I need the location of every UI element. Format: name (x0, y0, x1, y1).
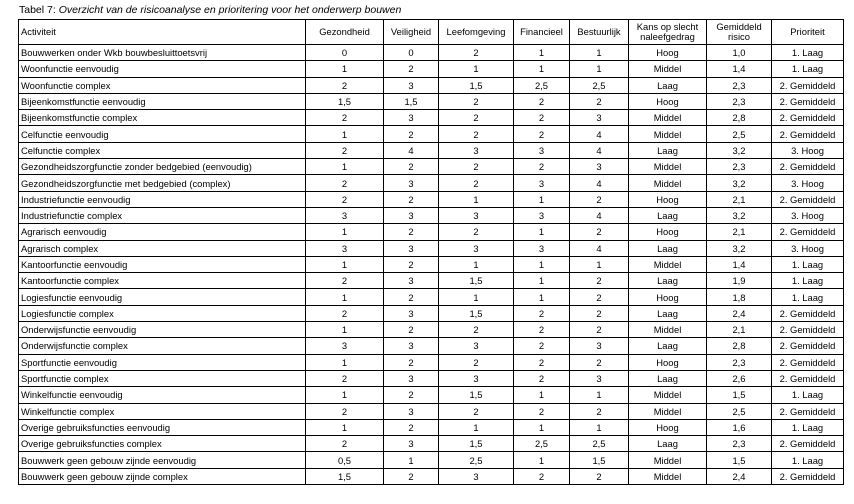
column-header: Activiteit (19, 20, 306, 45)
table-cell: 3 (384, 305, 439, 321)
activity-cell: Winkelfunctie eenvoudig (19, 387, 306, 403)
table-cell: 2,1 (707, 191, 772, 207)
table-cell: 1 (570, 387, 629, 403)
activity-cell: Logiesfunctie eenvoudig (19, 289, 306, 305)
table-cell: 1 (439, 61, 514, 77)
table-cell: 3 (439, 207, 514, 223)
table-cell: 1,5 (707, 452, 772, 468)
table-cell: 2 (570, 322, 629, 338)
table-cell: 2 (570, 289, 629, 305)
table-cell: 1. Laag (772, 387, 844, 403)
activity-cell: Sportfunctie eenvoudig (19, 354, 306, 370)
table-cell: 2 (306, 110, 384, 126)
risk-table (18, 19, 844, 485)
table-cell: 4 (570, 175, 629, 191)
table-row (19, 93, 844, 109)
table-cell: 2 (306, 77, 384, 93)
table-cell: 3 (570, 370, 629, 386)
table-cell: 1 (306, 224, 384, 240)
table-cell: Hoog (629, 93, 707, 109)
table-cell: 2,3 (707, 436, 772, 452)
activity-cell: Onderwijsfunctie eenvoudig (19, 322, 306, 338)
table-cell: 2 (514, 93, 570, 109)
table-cell: 1,5 (306, 93, 384, 109)
table-cell: 2 (439, 224, 514, 240)
table-cell: 1 (306, 126, 384, 142)
table-cell: 3 (570, 110, 629, 126)
table-cell: 1 (514, 191, 570, 207)
table-cell: 1. Laag (772, 256, 844, 272)
table-cell: 3 (384, 110, 439, 126)
table-cell: 2 (514, 110, 570, 126)
table-row (19, 338, 844, 354)
table-cell: 3 (439, 468, 514, 484)
table-cell: 1 (514, 45, 570, 61)
table-cell: 1,5 (707, 387, 772, 403)
table-cell: 2 (570, 273, 629, 289)
activity-cell: Gezondheidszorgfunctie zonder bedgebied (eenvoudig) (19, 159, 306, 175)
table-cell: 2. Gemiddeld (772, 191, 844, 207)
table-body (19, 45, 844, 485)
table-cell: 1. Laag (772, 273, 844, 289)
table-cell: 1 (439, 419, 514, 435)
table-row (19, 256, 844, 272)
table-cell: 1,5 (439, 77, 514, 93)
table-cell: 2,3 (707, 77, 772, 93)
table-cell: 2 (306, 175, 384, 191)
activity-cell: Logiesfunctie complex (19, 305, 306, 321)
table-row (19, 142, 844, 158)
table-cell: 2 (514, 338, 570, 354)
table-row (19, 45, 844, 61)
table-cell: 1,6 (707, 419, 772, 435)
table-cell: 2 (306, 436, 384, 452)
table-cell: 2. Gemiddeld (772, 126, 844, 142)
table-cell: 1,5 (439, 387, 514, 403)
table-cell: Laag (629, 305, 707, 321)
table-cell: 3,2 (707, 175, 772, 191)
table-row (19, 191, 844, 207)
table-cell: 1,5 (439, 305, 514, 321)
table-cell: 2 (306, 403, 384, 419)
table-cell: 1 (306, 159, 384, 175)
table-cell: 3 (514, 207, 570, 223)
table-cell: 1 (306, 322, 384, 338)
table-cell: 1. Laag (772, 45, 844, 61)
table-cell: 2. Gemiddeld (772, 436, 844, 452)
table-row (19, 436, 844, 452)
table-caption (19, 4, 401, 16)
column-header: Bestuurlijk (570, 20, 629, 45)
table-cell: 2 (439, 45, 514, 61)
table-cell: 1 (384, 452, 439, 468)
table-cell: 1. Laag (772, 289, 844, 305)
table-cell: 3 (306, 207, 384, 223)
column-header: Gemiddeld risico (707, 20, 772, 45)
table-cell: 3. Hoog (772, 240, 844, 256)
table-cell: 3 (306, 338, 384, 354)
table-cell: 1,9 (707, 273, 772, 289)
table-cell: 2 (384, 322, 439, 338)
table-row (19, 240, 844, 256)
activity-cell: Winkelfunctie complex (19, 403, 306, 419)
table-cell: Middel (629, 110, 707, 126)
table-cell: 3 (306, 240, 384, 256)
table-row (19, 273, 844, 289)
table-cell: 3 (439, 240, 514, 256)
table-cell: 2 (384, 159, 439, 175)
table-row (19, 305, 844, 321)
table-cell: 2 (570, 354, 629, 370)
table-cell: 2 (306, 370, 384, 386)
table-cell: Middel (629, 403, 707, 419)
table-cell: Middel (629, 322, 707, 338)
table-cell: 1 (570, 256, 629, 272)
table-cell: Hoog (629, 289, 707, 305)
table-cell: 1,4 (707, 256, 772, 272)
table-cell: 2 (439, 322, 514, 338)
table-row (19, 224, 844, 240)
table-row (19, 322, 844, 338)
activity-cell: Kantoorfunctie eenvoudig (19, 256, 306, 272)
activity-cell: Onderwijsfunctie complex (19, 338, 306, 354)
table-cell: 2,5 (707, 126, 772, 142)
activity-cell: Bijeenkomstfunctie complex (19, 110, 306, 126)
table-cell: 0 (384, 45, 439, 61)
caption-label: Tabel 7: (19, 4, 56, 16)
table-row (19, 452, 844, 468)
table-cell: Hoog (629, 419, 707, 435)
table-cell: 3 (439, 338, 514, 354)
table-cell: 1 (439, 191, 514, 207)
column-header: Veiligheid (384, 20, 439, 45)
table-cell: 2. Gemiddeld (772, 93, 844, 109)
table-cell: 1 (306, 419, 384, 435)
table-cell: 2 (570, 468, 629, 484)
table-cell: 2,1 (707, 224, 772, 240)
table-cell: 3 (439, 370, 514, 386)
activity-cell: Sportfunctie complex (19, 370, 306, 386)
table-cell: Middel (629, 452, 707, 468)
table-cell: Hoog (629, 45, 707, 61)
table-cell: 2. Gemiddeld (772, 370, 844, 386)
activity-cell: Agrarisch complex (19, 240, 306, 256)
table-cell: 2 (384, 289, 439, 305)
table-cell: 2. Gemiddeld (772, 468, 844, 484)
table-cell: 2 (570, 191, 629, 207)
table-cell: 2 (384, 419, 439, 435)
table-cell: Laag (629, 207, 707, 223)
table-cell: 2 (384, 387, 439, 403)
activity-cell: Bijeenkomstfunctie eenvoudig (19, 93, 306, 109)
table-cell: 3. Hoog (772, 142, 844, 158)
table-cell: 3 (570, 159, 629, 175)
table-cell: 2,3 (707, 354, 772, 370)
table-cell: 2,4 (707, 468, 772, 484)
table-cell: 1 (306, 354, 384, 370)
table-cell: 2 (514, 126, 570, 142)
table-cell: 1 (306, 61, 384, 77)
table-cell: 2 (570, 224, 629, 240)
header-row (19, 20, 844, 45)
table-cell: 4 (570, 207, 629, 223)
table-cell: 3,2 (707, 240, 772, 256)
table-cell: 1,5 (384, 93, 439, 109)
table-cell: 2 (306, 273, 384, 289)
table-cell: 1 (306, 387, 384, 403)
table-cell: Laag (629, 273, 707, 289)
table-cell: Laag (629, 240, 707, 256)
table-row (19, 419, 844, 435)
table-cell: Middel (629, 387, 707, 403)
table-cell: 3. Hoog (772, 207, 844, 223)
activity-cell: Woonfunctie eenvoudig (19, 61, 306, 77)
table-cell: 2 (514, 468, 570, 484)
table-cell: 2 (439, 110, 514, 126)
table-cell: 1 (514, 387, 570, 403)
table-cell: Hoog (629, 354, 707, 370)
table-cell: 3 (384, 207, 439, 223)
table-cell: 1 (439, 289, 514, 305)
table-cell: 4 (570, 126, 629, 142)
table-cell: 3 (570, 338, 629, 354)
table-cell: 1,8 (707, 289, 772, 305)
activity-cell: Industriefunctie complex (19, 207, 306, 223)
table-cell: 3 (514, 240, 570, 256)
table-row (19, 159, 844, 175)
activity-cell: Celfunctie eenvoudig (19, 126, 306, 142)
table-row (19, 354, 844, 370)
table-cell: 4 (570, 142, 629, 158)
table-cell: Laag (629, 370, 707, 386)
table-cell: Laag (629, 77, 707, 93)
activity-cell: Bouwwerk geen gebouw zijnde eenvoudig (19, 452, 306, 468)
table-cell: 1. Laag (772, 452, 844, 468)
table-cell: 2 (306, 142, 384, 158)
table-cell: Middel (629, 468, 707, 484)
table-cell: 1 (514, 419, 570, 435)
table-cell: Middel (629, 159, 707, 175)
table-cell: 3 (384, 403, 439, 419)
table-cell: 2 (514, 159, 570, 175)
table-cell: 2 (384, 468, 439, 484)
table-cell: 2. Gemiddeld (772, 224, 844, 240)
table-cell: Hoog (629, 191, 707, 207)
table-cell: Middel (629, 61, 707, 77)
table-cell: 1,4 (707, 61, 772, 77)
table-cell: 1. Laag (772, 61, 844, 77)
table-cell: 2. Gemiddeld (772, 403, 844, 419)
table-cell: 2 (439, 159, 514, 175)
activity-cell: Kantoorfunctie complex (19, 273, 306, 289)
table-cell: 2,4 (707, 305, 772, 321)
table-cell: 2,5 (514, 77, 570, 93)
table-cell: 3 (384, 175, 439, 191)
table-cell: 2,5 (439, 452, 514, 468)
table-cell: 2. Gemiddeld (772, 305, 844, 321)
table-cell: 1,0 (707, 45, 772, 61)
table-cell: 2 (439, 93, 514, 109)
table-cell: 1,5 (439, 436, 514, 452)
table-cell: 3 (514, 175, 570, 191)
table-cell: 3. Hoog (772, 175, 844, 191)
table-cell: 2 (306, 305, 384, 321)
table-cell: 1,5 (570, 452, 629, 468)
table-cell: 2. Gemiddeld (772, 354, 844, 370)
table-cell: 2. Gemiddeld (772, 110, 844, 126)
table-cell: 1 (514, 256, 570, 272)
table-cell: 2,5 (570, 436, 629, 452)
table-cell: 1 (306, 289, 384, 305)
table-cell: 2 (570, 93, 629, 109)
activity-cell: Bouwwerk geen gebouw zijnde complex (19, 468, 306, 484)
table-cell: Laag (629, 436, 707, 452)
table-cell: 1 (514, 289, 570, 305)
table-row (19, 61, 844, 77)
table-cell: 1 (439, 256, 514, 272)
table-cell: 1 (514, 273, 570, 289)
table-cell: Middel (629, 175, 707, 191)
table-cell: 2 (384, 256, 439, 272)
table-cell: 2,3 (707, 159, 772, 175)
table-cell: 3 (384, 436, 439, 452)
table-cell: 2. Gemiddeld (772, 159, 844, 175)
table-cell: 3,2 (707, 207, 772, 223)
table-cell: 3 (384, 338, 439, 354)
column-header: Leefomgeving (439, 20, 514, 45)
table-cell: 2 (384, 126, 439, 142)
table-cell: 0 (306, 45, 384, 61)
table-cell: 3,2 (707, 142, 772, 158)
table-row (19, 175, 844, 191)
table-cell: 3 (384, 77, 439, 93)
table-cell: 2,6 (707, 370, 772, 386)
table-cell: 2 (384, 224, 439, 240)
table-cell: Middel (629, 256, 707, 272)
table-row (19, 126, 844, 142)
table-cell: 2,5 (570, 77, 629, 93)
table-cell: 1 (570, 419, 629, 435)
table-cell: 2,5 (514, 436, 570, 452)
table-cell: 2 (439, 126, 514, 142)
caption-title: Overzicht van de risicoanalyse en prioritering voor het onderwerp bouwen (58, 4, 402, 16)
table-cell: 2,5 (707, 403, 772, 419)
activity-cell: Overige gebruiksfuncties eenvoudig (19, 419, 306, 435)
table-cell: 2 (514, 403, 570, 419)
table-cell: 2 (514, 322, 570, 338)
table-cell: 1. Laag (772, 419, 844, 435)
table-cell: Laag (629, 142, 707, 158)
table-row (19, 110, 844, 126)
activity-cell: Gezondheidszorgfunctie met bedgebied (complex) (19, 175, 306, 191)
column-header: Kans op slecht naleefgedrag (629, 20, 707, 45)
activity-cell: Bouwwerken onder Wkb bouwbesluittoetsvrij (19, 45, 306, 61)
table-row (19, 403, 844, 419)
table-cell: 2,3 (707, 93, 772, 109)
table-cell: 1 (570, 61, 629, 77)
table-cell: 2. Gemiddeld (772, 77, 844, 93)
activity-cell: Agrarisch eenvoudig (19, 224, 306, 240)
table-cell: 2,8 (707, 338, 772, 354)
table-cell: 1 (514, 61, 570, 77)
table-cell: 3 (384, 273, 439, 289)
table-cell: 2 (570, 305, 629, 321)
table-cell: 3 (439, 142, 514, 158)
table-cell: 2. Gemiddeld (772, 322, 844, 338)
table-cell: 2 (570, 403, 629, 419)
table-cell: 4 (570, 240, 629, 256)
column-header: Prioriteit (772, 20, 844, 45)
table-cell: 2 (439, 354, 514, 370)
column-header: Gezondheid (306, 20, 384, 45)
table-cell: 2 (439, 403, 514, 419)
table-cell: Hoog (629, 224, 707, 240)
table-cell: 2,8 (707, 110, 772, 126)
table-cell: 2,1 (707, 322, 772, 338)
table-cell: 2 (384, 191, 439, 207)
table-cell: 2 (514, 354, 570, 370)
table-cell: 2 (439, 175, 514, 191)
table-row (19, 289, 844, 305)
table-cell: 1 (570, 45, 629, 61)
table-cell: 1 (514, 452, 570, 468)
activity-cell: Industriefunctie eenvoudig (19, 191, 306, 207)
table-cell: 2 (384, 61, 439, 77)
table-cell: 2 (384, 354, 439, 370)
table-row (19, 387, 844, 403)
table-cell: 3 (384, 370, 439, 386)
activity-cell: Celfunctie complex (19, 142, 306, 158)
table-cell: 2 (514, 370, 570, 386)
table-cell: 3 (514, 142, 570, 158)
table-row (19, 370, 844, 386)
table-cell: 4 (384, 142, 439, 158)
table-row (19, 207, 844, 223)
table-cell: 1 (306, 256, 384, 272)
table-cell: 1 (514, 224, 570, 240)
table-cell: 2 (514, 305, 570, 321)
table-cell: 1,5 (306, 468, 384, 484)
column-header: Financieel (514, 20, 570, 45)
table-row (19, 468, 844, 484)
activity-cell: Woonfunctie complex (19, 77, 306, 93)
table-cell: 0,5 (306, 452, 384, 468)
table-cell: Middel (629, 126, 707, 142)
table-cell: 1,5 (439, 273, 514, 289)
table-row (19, 77, 844, 93)
table-cell: Laag (629, 338, 707, 354)
activity-cell: Overige gebruiksfuncties complex (19, 436, 306, 452)
table-cell: 3 (384, 240, 439, 256)
table-cell: 2 (306, 191, 384, 207)
table-cell: 2. Gemiddeld (772, 338, 844, 354)
